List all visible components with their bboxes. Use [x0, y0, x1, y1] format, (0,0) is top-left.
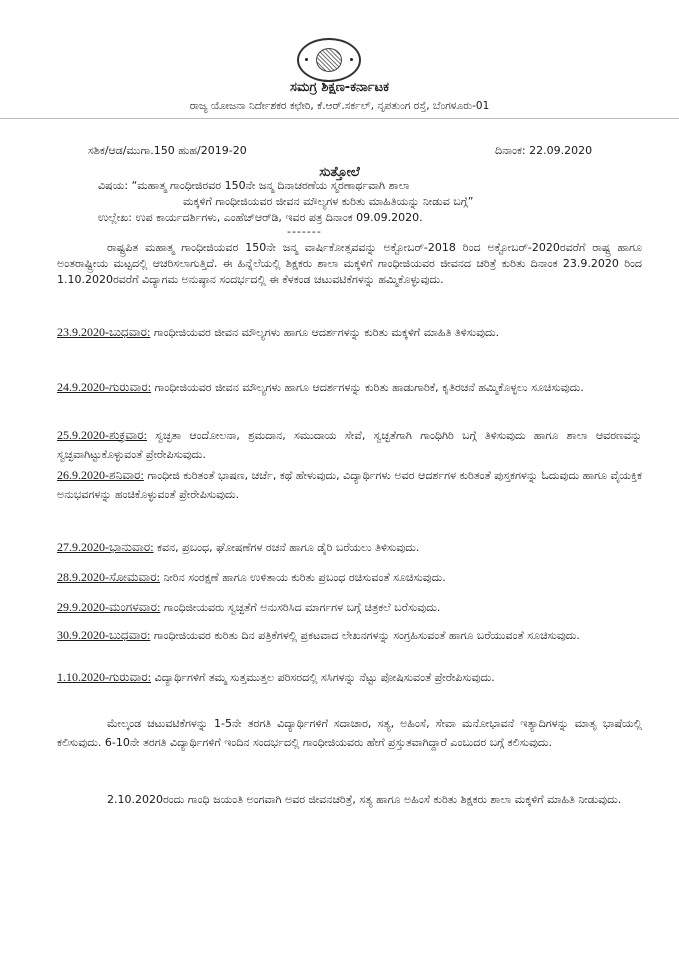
subject-label: ವಿಷಯ: — [98, 179, 129, 192]
document-date: ದಿನಾಂಕ: 22.09.2020 — [495, 144, 593, 157]
header-divider — [0, 118, 679, 119]
schedule-item — [57, 626, 642, 645]
section-divider: ------- — [287, 225, 322, 238]
schedule-item — [57, 538, 642, 557]
schedule-day: 30.9.2020-ಬುಧವಾರ: — [57, 628, 151, 642]
subject-line-1: “ಮಹಾತ್ಮ ಗಾಂಧೀಜಿರವರ 150ನೇ ಜನ್ಮ ದಿನಾಚರಣೆಯ ಸ್ಮರಣಾರ್ಥವಾಗಿ ಶಾಲಾ — [131, 179, 410, 192]
schedule-text: ಗಾಂಧೀಜಿ ಕುರಿತಂತೆ ಭಾಷಣ, ಚರ್ಚೆ, ಕಥೆ ಹೇಳುವುದು, ವಿದ್ಯಾರ್ಥಿಗಳು ಅವರ ಆದರ್ಶಗಳ ಕುರಿತಂತೆ ಪುಸ್ತಕಗಳನ್ನು ಓದುವುದು ಹಾಗೂ ವೈಯಕ್ತಿಕ ಅನುಭವಗಳನ್ನು ಹಂಚಿಕೊಳ್ಳುವಂತೆ ಪ್ರೇರೇಪಿಸುವುದು. — [57, 469, 643, 501]
seal-dot — [350, 58, 353, 61]
schedule-day: 26.9.2020-ಶನಿವಾರ: — [57, 468, 144, 482]
reference-number: ಸಶಿಕ/ಆಡ/ಮುಗಾ.150 ಹುಹ/2019-20 — [88, 144, 247, 157]
reference-text: ಉಪ ಕಾರ್ಯದರ್ಶಿಗಳು, ಎಂಹೆಚ್‌ಆರ್‌ಡಿ, ಇವರ ಪತ್ರ ದಿನಾಂಕ 09.09.2020. — [135, 211, 423, 224]
schedule-text: ವಿದ್ಯಾರ್ಥಿಗಳಿಗೆ ತಮ್ಮ ಸುತ್ತಮುತ್ತಲ ಪರಿಸರದಲ್ಲಿ ಸಸಿಗಳನ್ನು ನೆಟ್ಟು ಪೋಷಿಸುವಂತೆ ಪ್ರೇರೇಪಿಸುವುದು. — [154, 671, 495, 684]
office-address: ರಾಜ್ಯ ಯೋಜನಾ ನಿರ್ದೇಶಕರ ಕಛೇರಿ, ಕೆ.ಆರ್.ಸರ್ಕಲ್, ನೃಪತುಂಗ ರಸ್ತೆ, ಬೆಂಗಳೂರು-01 — [189, 100, 490, 112]
schedule-text: ನೀರಿನ ಸಂರಕ್ಷಣೆ ಹಾಗೂ ಉಳಿತಾಯ ಕುರಿತು ಪ್ರಬಂಧ ರಚಿಸುವಂತೆ ಸೂಚಿಸುವುದು. — [163, 571, 446, 584]
document-title: ಸುತ್ತೋಲೆ — [319, 165, 360, 180]
schedule-text: ಕವನ, ಪ್ರಬಂಧ, ಘೋಷಣೆಗಳ ರಚನೆ ಹಾಗೂ ಡೈರಿ ಬರೆಯಲು ತಿಳಿಸುವುದು. — [157, 541, 420, 554]
subject-block — [98, 178, 568, 226]
schedule-day: 25.9.2020-ಶುಕ್ರವಾರ: — [57, 428, 147, 442]
emblem-icon — [316, 48, 342, 72]
schedule-item — [57, 323, 642, 342]
subject-line-2: ಮಕ್ಕಳಿಗೆ ಗಾಂಧೀಜಿಯವರ ಜೀವನ ಮೌಲ್ಯಗಳ ಕುರಿತು ಮಾಹಿತಿಯನ್ನು ನೀಡುವ ಬಗ್ಗೆ” — [183, 195, 474, 208]
seal-dot — [305, 58, 308, 61]
schedule-item — [57, 426, 642, 464]
intro-paragraph: ರಾಷ್ಟ್ರಪಿತ ಮಹಾತ್ಮ ಗಾಂಧೀಜಿಯವರ 150ನೇ ಜನ್ಮ ವಾರ್ಷಿಕೋತ್ಸವವನ್ನು ಅಕ್ಟೋಬರ್-2018 ರಿಂದ ಅಕ್ಟೋಬರ್-2020ರವರೆಗೆ ರಾಷ್ಟ್ರ ಹಾಗೂ ಅಂತರಾಷ್ಟ್ರೀಯ ಮಟ್ಟದಲ್ಲಿ ಆಚರಿಸಲಾಗುತ್ತಿದೆ. ಈ ಹಿನ್ನೆಲೆಯಲ್ಲಿ ಶಿಕ್ಷಕರು ಶಾಲಾ ಮಕ್ಕಳಿಗೆ ಗಾಂಧೀಜಿಯವರ ಜೀವನದ ಚರಿತ್ರೆ ಕುರಿತು ದಿನಾಂಕ 23.9.2020 ರಿಂದ 1.10.2020ರವರೆಗೆ ವಿದ್ಯಾಗಮ ಅನುಷ್ಠಾನ ಸಂದರ್ಭದಲ್ಲಿ ಈ ಕೆಳಕಂಡ ಚಟುವಟಿಕೆಗಳನ್ನು ಹಮ್ಮಿಕೊಳ್ಳುವುದು. — [57, 241, 642, 286]
schedule-item — [57, 378, 642, 397]
schedule-text: ಸ್ವಚ್ಛತಾ ಆಂದೋಲನಾ, ಶ್ರಮದಾನ, ಸಮುದಾಯ ಸೇವೆ, ಸ್ವಚ್ಛತೆಗಾಗಿ ಗಾಂಧಿಗಿರಿ ಬಗ್ಗೆ ತಿಳಿಸುವುದು ಹಾಗೂ ಶಾಲಾ ಆವರಣವನ್ನು ಸ್ವಚ್ಛವಾಗಿಟ್ಟುಕೊಳ್ಳುವಂತೆ ಪ್ರೇರೇಪಿಸುವುದು. — [57, 429, 642, 461]
schedule-text: ಗಾಂಧಿಜೀಯವರು ಸ್ವಚ್ಛತೆಗೆ ಅನುಸರಿಸಿದ ಮಾರ್ಗಗಳ ಬಗ್ಗೆ ಚಿತ್ರಕಲೆ ಬರೆಸುವುದು. — [163, 601, 441, 614]
schedule-text: ಗಾಂಧೀಜಿಯವರ ಕುರಿತು ದಿನ ಪತ್ರಿಕೆಗಳಲ್ಲಿ ಪ್ರಕಟವಾದ ಲೇಖನಗಳನ್ನು ಸಂಗ್ರಹಿಸುವಂತೆ ಹಾಗೂ ಬರೆಯುವಂತೆ ಸೂಚಿಸುವುದು. — [153, 629, 580, 642]
schedule-item — [57, 568, 642, 587]
schedule-day: 23.9.2020-ಬುಧವಾರ: — [57, 325, 151, 339]
schedule-day: 28.9.2020-ಸೋಮವಾರ: — [57, 570, 160, 584]
gandhi-jayanti-paragraph: 2.10.2020ರಂದು ಗಾಂಧಿ ಜಯಂತಿ ಅಂಗವಾಗಿ ಅವರ ಜೀವನಚರಿತ್ರೆ, ಸತ್ಯ ಹಾಗೂ ಅಹಿಂಸೆ ಕುರಿತು ಶಿಕ್ಷಕರು ಶಾಲಾ ಮಕ್ಕಳಿಗೆ ಮಾಹಿತಿ ನೀಡುವುದು. — [107, 793, 622, 806]
schedule-day: 1.10.2020-ಗುರುವಾರ: — [57, 670, 152, 684]
instruction-paragraph: ಮೇಲ್ಕಂಡ ಚಟುವಟಿಕೆಗಳನ್ನು 1-5ನೇ ತರಗತಿ ವಿದ್ಯಾರ್ಥಿಗಳಿಗೆ ಸದಾಚಾರ, ಸತ್ಯ, ಅಹಿಂಸೆ, ಸೇವಾ ಮನೋಭಾವನೆ ಇತ್ಯಾದಿಗಳನ್ನು ಮಾತೃ ಭಾಷೆಯಲ್ಲಿ ಕಲಿಸುವುದು. 6-10ನೇ ತರಗತಿ ವಿದ್ಯಾರ್ಥಿಗಳಿಗೆ ಇಂದಿನ ಸಂದರ್ಭದಲ್ಲಿ ಗಾಂಧೀಜಿಯವರು ಹೇಗೆ ಪ್ರಸ್ತುತವಾಗಿದ್ದಾರೆ ಎಂಬುದರ ಬಗ್ಗೆ ಕಲಿಸುವುದು. — [57, 717, 642, 749]
schedule-day: 24.9.2020-ಗುರುವಾರ: — [57, 380, 152, 394]
schedule-item — [57, 668, 642, 687]
schedule-day: 27.9.2020-ಭಾನುವಾರ: — [57, 540, 154, 554]
schedule-item — [57, 598, 642, 617]
schedule-text: ಗಾಂಧೀಜಿಯವರ ಜೀವನ ಮೌಲ್ಯಗಳು ಹಾಗೂ ಆದರ್ಶಗಳನ್ನು ಕುರಿತು ಹಾಡುಗಾರಿಕೆ, ಕೃತಿರಚನೆ ಹಮ್ಮಿಕೊಳ್ಳಲು ಸೂಚಿಸುವುದು. — [154, 381, 584, 394]
reference-label: ಉಲ್ಲೇಖ: — [98, 211, 132, 224]
schedule-text: ಗಾಂಧೀಜಿಯವರ ಜೀವನ ಮೌಲ್ಯಗಳು ಹಾಗೂ ಆದರ್ಶಗಳನ್ನು ಕುರಿತು ಮಕ್ಕಳಿಗೆ ಮಾಹಿತಿ ತಿಳಿಸುವುದು. — [153, 326, 500, 339]
schedule-item — [57, 466, 642, 504]
schedule-day: 29.9.2020-ಮಂಗಳವಾರ: — [57, 600, 161, 614]
organization-name: ಸಮಗ್ರ ಶಿಕ್ಷಣ-ಕರ್ನಾಟಕ — [290, 80, 389, 95]
government-seal-logo — [297, 38, 361, 82]
